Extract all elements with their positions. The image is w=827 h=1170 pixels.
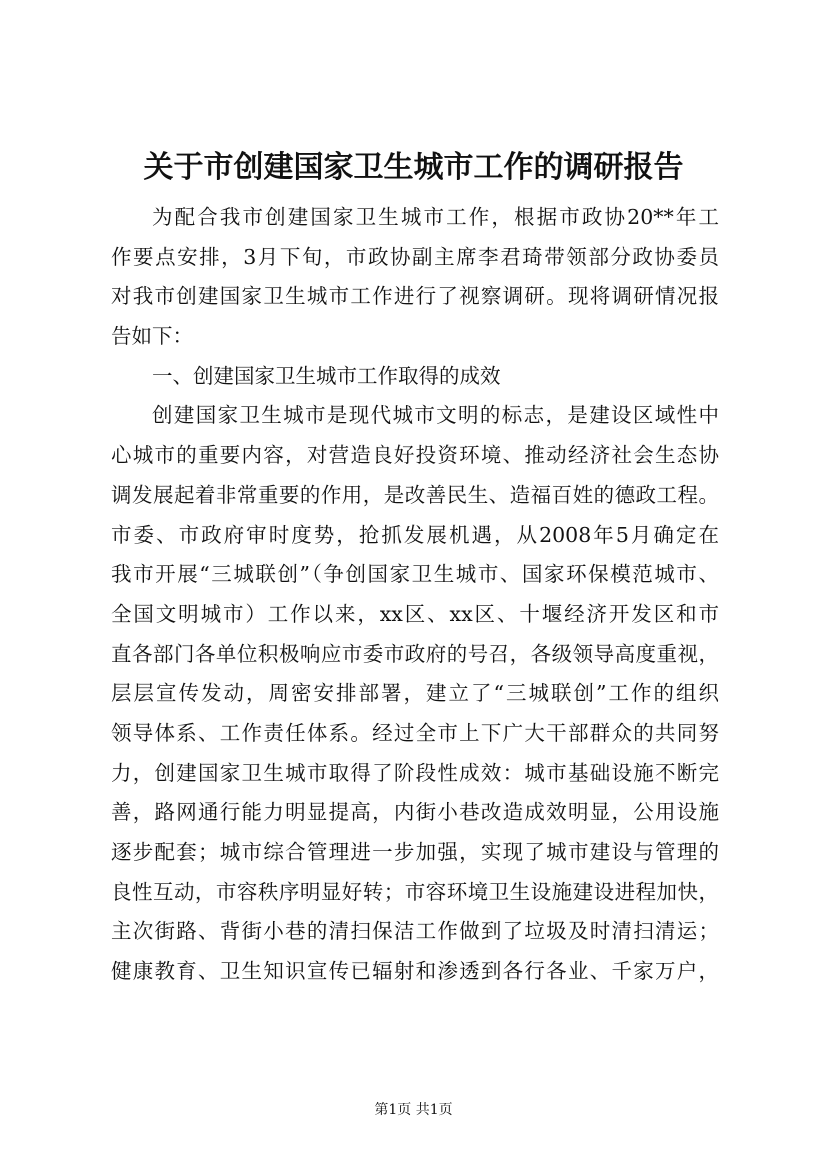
body-line: 良性互动，市容秩序明显好转；市容环境卫生设施建设进程加快， [111, 879, 719, 904]
body-line: 心城市的重要内容，对营造良好投资环境、推动经济社会生态协 [111, 443, 719, 468]
body-line: 力，创建国家卫生城市取得了阶段性成效：城市基础设施不断完 [111, 760, 719, 785]
body-line: 主次街路、背街小巷的清扫保洁工作做到了垃圾及时清扫清运； [111, 919, 719, 944]
body-line: 健康教育、卫生知识宣传已辐射和渗透到各行各业、千家万户， [111, 959, 719, 984]
body-line: 为配合我市创建国家卫生城市工作，根据市政协20**年工 [152, 205, 719, 229]
body-line: 全国文明城市）工作以来，xx区、xx区、十堰经济开发区和市 [111, 601, 719, 626]
body-line: 层层宣传发动，周密安排部署，建立了“三城联创”工作的组织 [111, 681, 719, 706]
body-line: 善，路网通行能力明显提高，内街小巷改造成效明显，公用设施 [111, 800, 719, 825]
body-line: 调发展起着非常重要的作用，是改善民生、造福百姓的德政工程。 [111, 482, 719, 507]
body-line: 作要点安排，3月下旬，市政协副主席李君琦带领部分政协委员 [111, 244, 719, 269]
body-line: 领导体系、工作责任体系。经过全市上下广大干部群众的共同努 [111, 720, 719, 745]
body-line: 直各部门各单位积极响应市委市政府的号召，各级领导高度重视， [111, 641, 719, 666]
body-line: 市委、市政府审时度势，抢抓发展机遇，从2008年5月确定在 [111, 522, 719, 547]
section-heading: 一、创建国家卫生城市工作取得的成效 [152, 363, 501, 388]
document-title: 关于市创建国家卫生城市工作的调研报告 [143, 150, 684, 185]
document-body [111, 198, 719, 992]
body-line: 对我市创建国家卫生城市工作进行了视察调研。现将调研情况报 [111, 284, 719, 309]
body-line: 逐步配套；城市综合管理进一步加强，实现了城市建设与管理的 [111, 840, 719, 864]
page-footer: 第1页 共1页 [374, 1102, 453, 1118]
body-line: 创建国家卫生城市是现代城市文明的标志，是建设区域性中 [152, 403, 719, 428]
body-line: 我市开展“三城联创”（争创国家卫生城市、国家环保模范城市、 [111, 562, 719, 587]
body-line: 告如下： [111, 324, 193, 349]
